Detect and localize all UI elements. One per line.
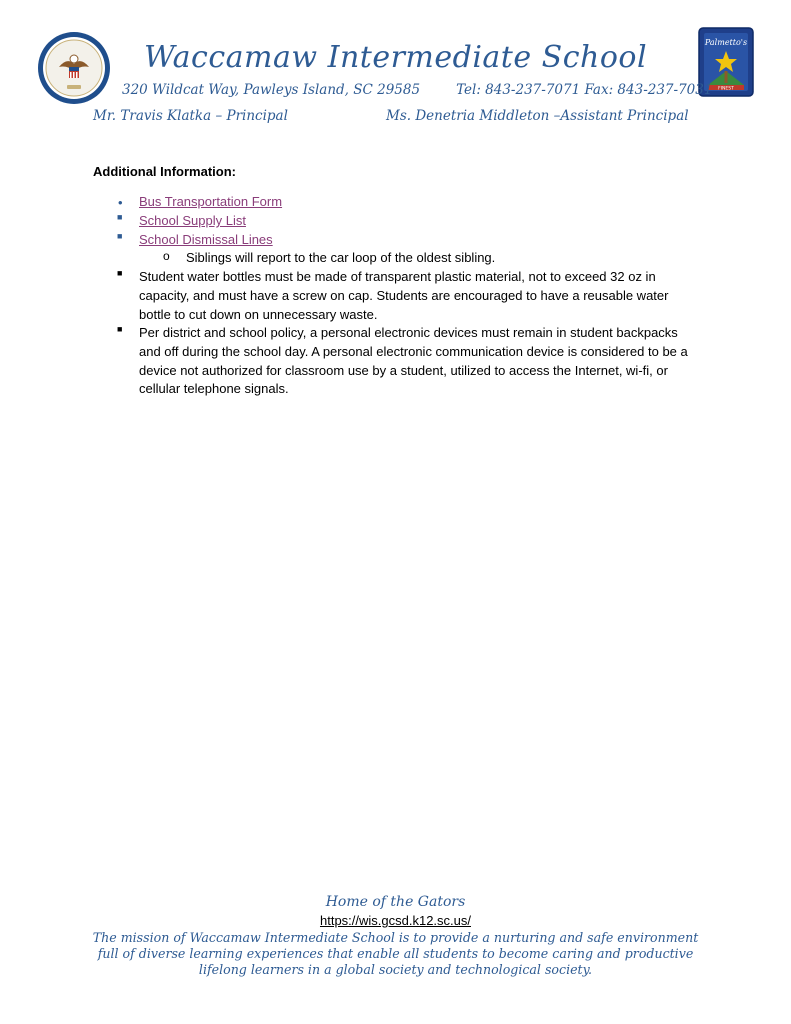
school-title: Waccamaw Intermediate School xyxy=(143,40,648,75)
principal-name: Mr. Travis Klatka – Principal xyxy=(93,108,288,124)
school-address: 320 Wildcat Way, Pawleys Island, SC 29585 xyxy=(122,82,421,98)
list-item xyxy=(139,193,282,212)
assistant-principal-name: Ms. Denetria Middleton –Assistant Principal xyxy=(386,108,689,124)
square-bullet-icon: ■ xyxy=(117,212,123,222)
address-line xyxy=(122,82,712,98)
square-bullet-icon: ■ xyxy=(117,324,123,334)
school-supply-list-link[interactable]: School Supply List xyxy=(139,213,246,228)
school-website-link[interactable]: https://wis.gcsd.k12.sc.us/ xyxy=(319,913,471,928)
mission-statement: The mission of Waccamaw Intermediate School is to provide a nurturing and safe environment full of diverse learning experiences that enable all students to become caring and productive lifelong learners in a global society and technological society. xyxy=(92,930,699,977)
badge-text-bottom: FINEST xyxy=(718,86,734,92)
list-item xyxy=(139,231,273,250)
bus-transportation-form-link[interactable]: Bus Transportation Form xyxy=(139,194,283,209)
section-heading: Additional Information: xyxy=(93,164,236,179)
badge-text-top: Palmetto's xyxy=(704,38,748,47)
water-bottle-policy: Student water bottles must be made of transparent plastic material, not to exceed 32 oz in capacity, and must have a screw on cap. Students are encouraged to have a reusable water bottle to cut down on unnecessary waste. xyxy=(139,269,669,322)
square-bullet-icon: ■ xyxy=(117,231,123,241)
sub-list-item: Siblings will report to the car loop of the oldest sibling. xyxy=(186,250,496,265)
circle-bullet-icon: o xyxy=(163,249,170,263)
electronic-devices-policy: Per district and school policy, a personal electronic devices must remain in student backpacks and off during the school day. A personal electronic communication device is considered to be a device not authorized for classroom use by a student, utilized to access the Internet, wi-fi, or cellular telephone signals. xyxy=(139,325,688,397)
round-bullet-icon: • xyxy=(118,195,123,210)
list-item xyxy=(139,212,246,231)
school-phone-fax: Tel: 843-237-7071 Fax: 843-237-7031 xyxy=(456,82,713,98)
school-dismissal-lines-link[interactable]: School Dismissal Lines xyxy=(139,232,273,247)
footer-tagline: Home of the Gators xyxy=(325,894,466,910)
square-bullet-icon: ■ xyxy=(117,268,123,278)
